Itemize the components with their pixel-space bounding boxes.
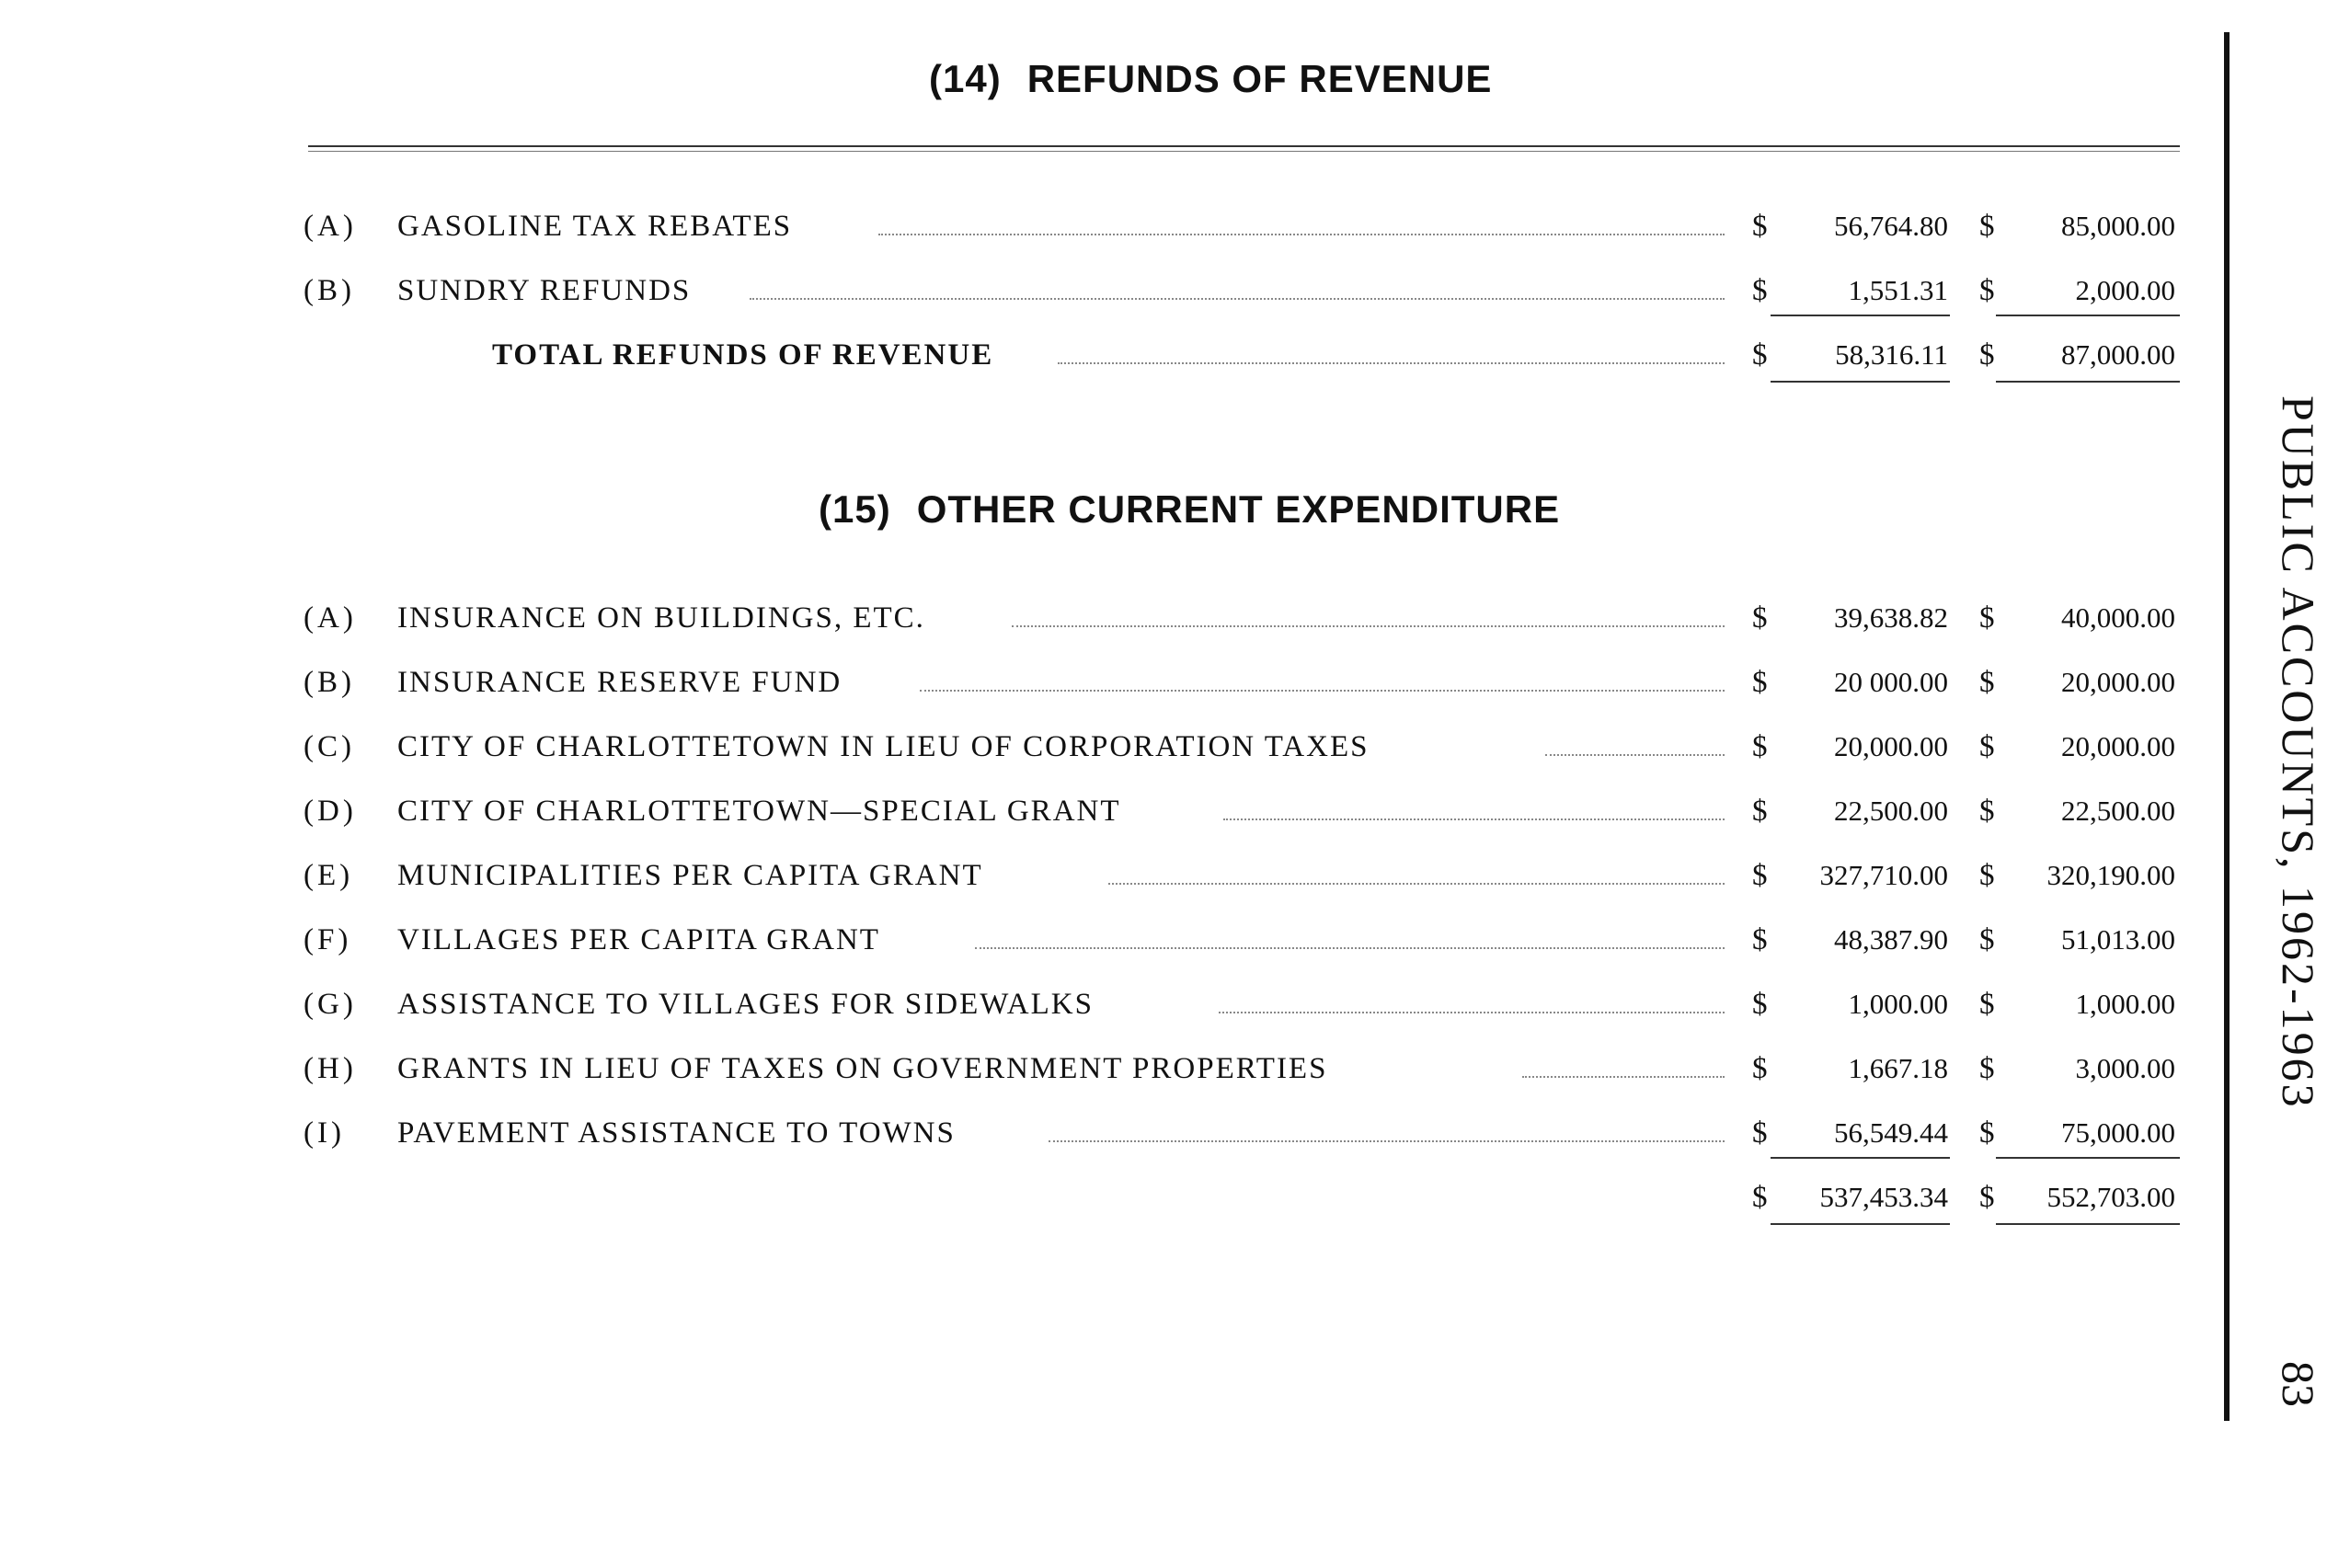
row-code: (D) xyxy=(304,795,357,828)
margin-rule xyxy=(2224,32,2230,1421)
total-row xyxy=(0,1172,2350,1223)
amount-actual: 22,500.00 xyxy=(1834,795,1948,827)
dollar-sign: $ xyxy=(1979,730,1995,763)
row-description: INSURANCE ON BUILDINGS, ETC. xyxy=(397,601,925,635)
sum-rule xyxy=(1996,1157,2180,1159)
dot-leader xyxy=(920,688,1725,692)
sum-rule xyxy=(1996,315,2180,316)
running-head: PUBLIC ACCOUNTS, 1962-1963 xyxy=(2273,395,2324,1110)
dollar-sign: $ xyxy=(1752,210,1768,243)
amount-actual: 56,764.80 xyxy=(1834,210,1948,242)
amount-actual: 39,638.82 xyxy=(1834,601,1948,634)
amount-actual: 1,551.31 xyxy=(1848,274,1948,306)
row-description: GASOLINE TAX REBATES xyxy=(397,210,793,243)
amount-actual: 327,710.00 xyxy=(1819,859,1948,891)
table-row xyxy=(0,592,2350,644)
table-row xyxy=(0,785,2350,837)
total-underline xyxy=(1996,1223,2180,1225)
amount-actual: 20,000.00 xyxy=(1834,730,1948,762)
dot-leader xyxy=(1522,1074,1725,1078)
row-description: ASSISTANCE TO VILLAGES FOR SIDEWALKS xyxy=(397,988,1094,1021)
table-row xyxy=(0,914,2350,966)
sum-rule xyxy=(1771,315,1950,316)
row-code: (H) xyxy=(304,1052,357,1085)
dollar-sign: $ xyxy=(1752,601,1768,635)
dot-leader xyxy=(878,232,1725,235)
total-estimate: 87,000.00 xyxy=(2061,338,2175,371)
total-underline xyxy=(1771,1223,1950,1225)
amount-actual: 20 000.00 xyxy=(1834,666,1948,698)
dollar-sign: $ xyxy=(1979,859,1995,892)
table-row xyxy=(0,979,2350,1030)
row-code: (A) xyxy=(304,601,357,635)
section-heading: REFUNDS OF REVENUE xyxy=(1026,57,1493,100)
section-number: (14) xyxy=(929,57,1002,100)
row-description: INSURANCE RESERVE FUND xyxy=(397,666,843,699)
row-code: (G) xyxy=(304,988,357,1021)
dot-leader xyxy=(1058,361,1725,364)
amount-estimate: 85,000.00 xyxy=(2061,210,2175,242)
dollar-sign: $ xyxy=(1979,795,1995,828)
amount-estimate: 20,000.00 xyxy=(2061,730,2175,762)
table-row xyxy=(0,200,2350,252)
dollar-sign: $ xyxy=(1979,338,1995,372)
dot-leader xyxy=(1545,752,1725,756)
section-title-refunds xyxy=(0,57,2350,101)
dot-leader xyxy=(1049,1139,1725,1142)
row-code: (C) xyxy=(304,730,355,763)
dollar-sign: $ xyxy=(1979,210,1995,243)
total-row xyxy=(0,329,2350,381)
table-row xyxy=(0,850,2350,901)
amount-actual: 1,000.00 xyxy=(1848,988,1948,1020)
section-title-other-expenditure xyxy=(0,487,2350,532)
section-heading: OTHER CURRENT EXPENDITURE xyxy=(916,487,1561,531)
dollar-sign: $ xyxy=(1752,1181,1768,1214)
total-estimate: 552,703.00 xyxy=(2046,1181,2175,1213)
row-description: CITY OF CHARLOTTETOWN IN LIEU OF CORPORATION TAXES xyxy=(397,730,1370,763)
dot-leader xyxy=(1012,624,1725,627)
amount-estimate: 2,000.00 xyxy=(2075,274,2175,306)
dollar-sign: $ xyxy=(1752,988,1768,1021)
row-description: MUNICIPALITIES PER CAPITA GRANT xyxy=(397,859,983,892)
title-underline-faint xyxy=(308,151,2180,152)
row-code: (A) xyxy=(304,210,357,243)
amount-estimate: 22,500.00 xyxy=(2061,795,2175,827)
dollar-sign: $ xyxy=(1752,1116,1768,1150)
dollar-sign: $ xyxy=(1752,730,1768,763)
title-underline xyxy=(308,145,2180,147)
dot-leader xyxy=(1223,817,1725,820)
table-row xyxy=(0,1043,2350,1094)
dollar-sign: $ xyxy=(1979,1052,1995,1085)
dollar-sign: $ xyxy=(1752,666,1768,699)
dollar-sign: $ xyxy=(1752,795,1768,828)
dollar-sign: $ xyxy=(1752,859,1768,892)
table-row xyxy=(0,721,2350,773)
amount-estimate: 40,000.00 xyxy=(2061,601,2175,634)
amount-estimate: 51,013.00 xyxy=(2061,923,2175,956)
table-row xyxy=(0,265,2350,316)
dollar-sign: $ xyxy=(1979,274,1995,307)
amount-estimate: 3,000.00 xyxy=(2075,1052,2175,1084)
row-code: (B) xyxy=(304,666,355,699)
dollar-sign: $ xyxy=(1979,1181,1995,1214)
amount-estimate: 20,000.00 xyxy=(2061,666,2175,698)
row-description: SUNDRY REFUNDS xyxy=(397,274,692,307)
total-underline xyxy=(1996,381,2180,383)
dollar-sign: $ xyxy=(1752,923,1768,956)
total-label: TOTAL REFUNDS OF REVENUE xyxy=(492,338,994,372)
amount-actual: 1,667.18 xyxy=(1848,1052,1948,1084)
amount-estimate: 75,000.00 xyxy=(2061,1116,2175,1149)
sum-rule xyxy=(1771,1157,1950,1159)
amount-actual: 56,549.44 xyxy=(1834,1116,1948,1149)
row-description: CITY OF CHARLOTTETOWN—SPECIAL GRANT xyxy=(397,795,1121,828)
dollar-sign: $ xyxy=(1752,338,1768,372)
amount-actual: 48,387.90 xyxy=(1834,923,1948,956)
dollar-sign: $ xyxy=(1979,666,1995,699)
dot-leader xyxy=(1108,881,1725,885)
row-description: GRANTS IN LIEU OF TAXES ON GOVERNMENT PROPERTIES xyxy=(397,1052,1328,1085)
section-number: (15) xyxy=(819,487,891,531)
row-code: (E) xyxy=(304,859,354,892)
row-code: (B) xyxy=(304,274,355,307)
dollar-sign: $ xyxy=(1979,1116,1995,1150)
dollar-sign: $ xyxy=(1752,1052,1768,1085)
table-row xyxy=(0,657,2350,708)
dollar-sign: $ xyxy=(1979,923,1995,956)
total-actual: 58,316.11 xyxy=(1835,338,1948,371)
page-number: 83 xyxy=(2273,1361,2324,1407)
row-description: VILLAGES PER CAPITA GRANT xyxy=(397,923,880,956)
total-underline xyxy=(1771,381,1950,383)
amount-estimate: 1,000.00 xyxy=(2075,988,2175,1020)
total-actual: 537,453.34 xyxy=(1819,1181,1948,1213)
row-description: PAVEMENT ASSISTANCE TO TOWNS xyxy=(397,1116,956,1150)
dollar-sign: $ xyxy=(1752,274,1768,307)
dot-leader xyxy=(975,945,1725,949)
amount-estimate: 320,190.00 xyxy=(2046,859,2175,891)
dot-leader xyxy=(750,296,1725,300)
dot-leader xyxy=(1219,1010,1725,1013)
row-code: (F) xyxy=(304,923,352,956)
table-row xyxy=(0,1107,2350,1159)
dollar-sign: $ xyxy=(1979,601,1995,635)
row-code: (I) xyxy=(304,1116,345,1150)
dollar-sign: $ xyxy=(1979,988,1995,1021)
